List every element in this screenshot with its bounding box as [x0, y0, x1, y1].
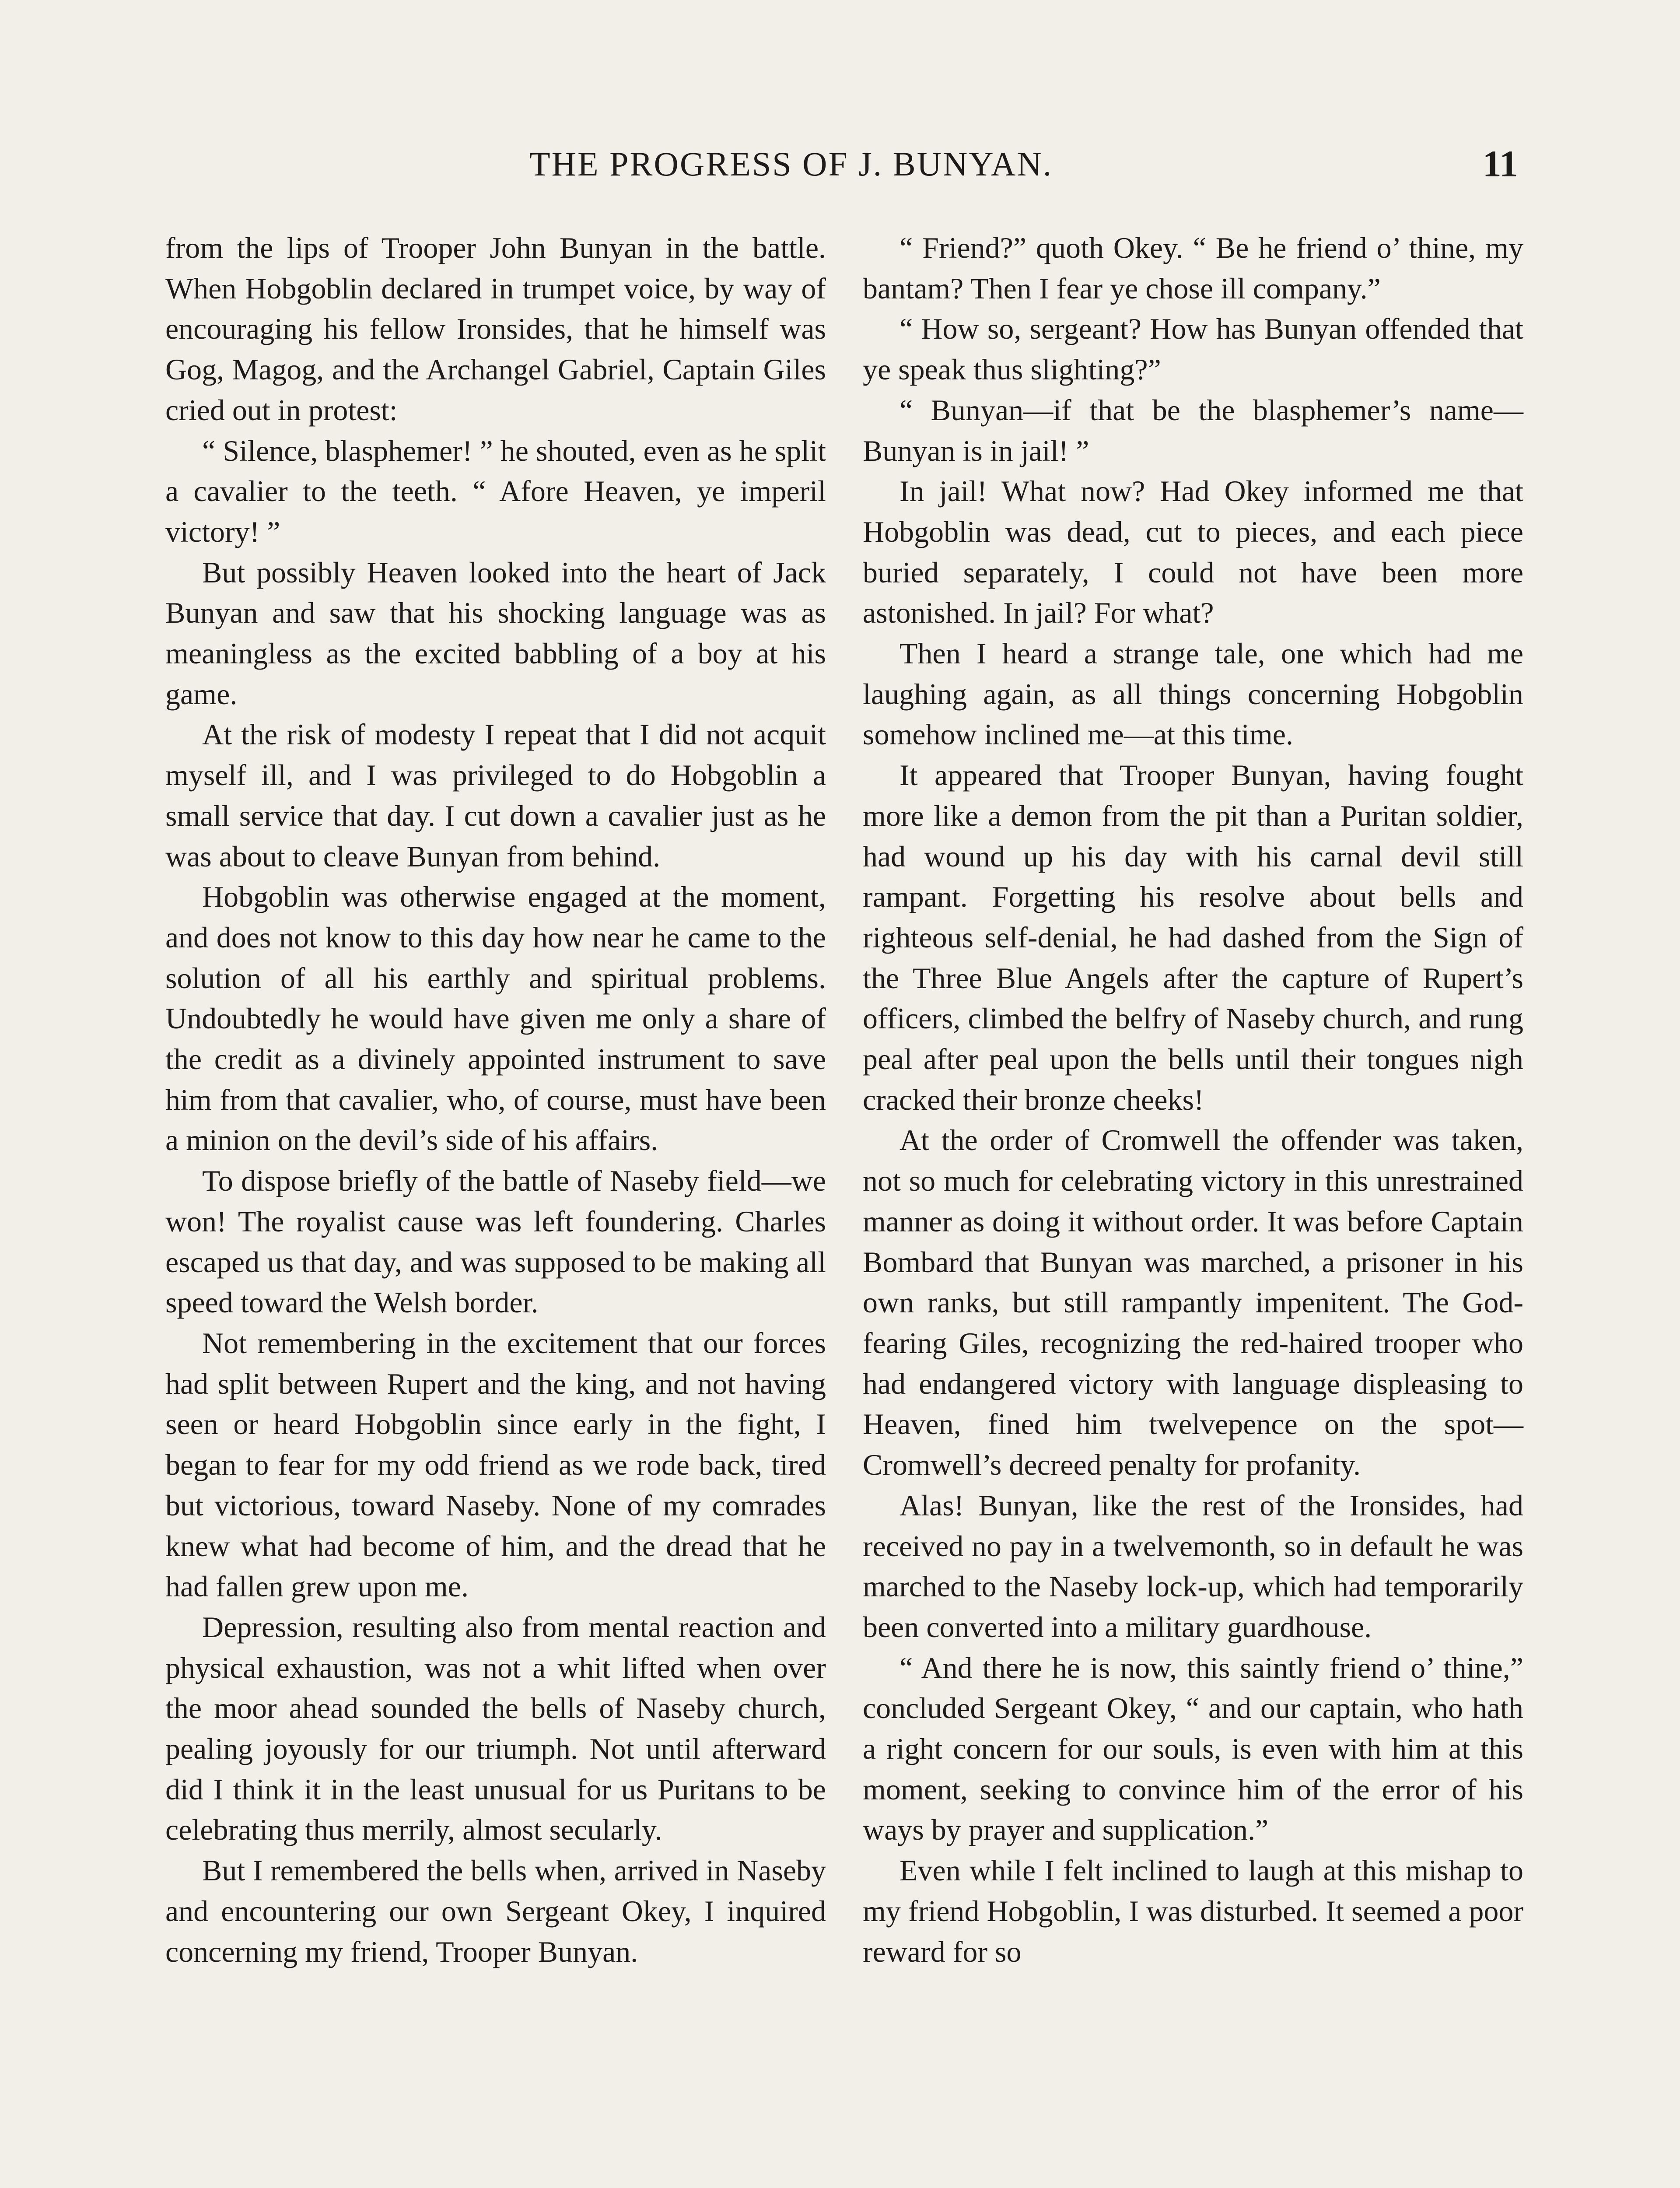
paragraph: “ Bunyan—if that be the blasphemer’s name—Bunyan is in jail! ”	[863, 393, 1523, 467]
paragraph: At the risk of modesty I repeat that I did not acquit myself ill, and I was privileged to do Hobgoblin a small service that day. I cut down a cavalier just as he was about to cleave Bunyan from behind.	[165, 718, 826, 873]
right-column	[863, 228, 1523, 1972]
left-column	[165, 228, 826, 1972]
page-number: 11	[1482, 143, 1518, 185]
paragraph: Even while I felt inclined to laugh at this mishap to my friend Hobgoblin, I was disturbed. It seemed a poor reward for so	[863, 1854, 1523, 1968]
paragraph: Not remembering in the excitement that our forces had split between Rupert and the king, and not having seen or heard Hobgoblin since early in the fight, I began to fear for my odd friend as we rode back, tired but victorious, toward Naseby. None of my comrades knew what had become of him, and the dread that he had fallen grew upon me.	[165, 1326, 826, 1603]
paragraph: But I remembered the bells when, arrived in Naseby and encountering our own Sergeant Okey, I inquired concerning my friend, Trooper Bunyan.	[165, 1854, 826, 1968]
paragraph: In jail! What now? Had Okey informed me that Hobgoblin was dead, cut to pieces, and each piece buried separately, I could not have been more astonished. In jail? For what?	[863, 474, 1523, 630]
paragraph: It appeared that Trooper Bunyan, having fought more like a demon from the pit than a Puritan soldier, had wound up his day with his carnal devil still rampant. Forgetting his resolve about bells and righteous self-denial, he had dashed from the Sign of the Three Blue Angels after the capture of Rupert’s officers, climbed the belfry of Naseby church, and rung peal after peal upon the bells until their tongues nigh cracked their bronze cheeks!	[863, 758, 1523, 1116]
paragraph: “ Silence, blasphemer! ” he shouted, even as he split a cavalier to the teeth. “ Afore Heaven, ye imperil victory! ”	[165, 434, 826, 548]
paragraph: Hobgoblin was otherwise engaged at the moment, and does not know to this day how near he came to the solution of all his earthly and spiritual problems. Undoubtedly he would have given me only a share of the credit as a divinely appointed instrument to save him from that cavalier, who, of course, must have been a minion on the devil’s side of his affairs.	[165, 880, 826, 1157]
paragraph: Depression, resulting also from mental reaction and physical exhaustion, was not a whit lifted when over the moor ahead sounded the bells of Naseby church, pealing joyously for our triumph. Not until afterward did I think it in the least unusual for us Puritans to be celebrating thus merrily, almost secularly.	[165, 1610, 826, 1847]
paragraph: But possibly Heaven looked into the heart of Jack Bunyan and saw that his shocking language was as meaningless as the excited babbling of a boy at his game.	[165, 555, 826, 711]
paragraph: “ How so, sergeant? How has Bunyan offended that ye speak thus slighting?”	[863, 312, 1523, 386]
page-header	[162, 144, 1518, 201]
paragraph: Then I heard a strange tale, one which had me laughing again, as all things concerning Hobgoblin somehow inclined me—at this time.	[863, 637, 1523, 751]
paragraph: from the lips of Trooper John Bunyan in the battle. When Hobgoblin declared in trumpet voice, by way of encouraging his fellow Ironsides, that he himself was Gog, Magog, and the Archangel Gabriel, Captain Giles cried out in protest:	[165, 231, 826, 427]
paragraph: “ And there he is now, this saintly friend o’ thine,” concluded Sergeant Okey, “ and our captain, who hath a right concern for our souls, is even with him at this moment, seeking to convince him of the error of his ways by prayer and supplication.”	[863, 1651, 1523, 1847]
paragraph: To dispose briefly of the battle of Naseby field—we won! The royalist cause was left foundering. Charles escaped us that day, and was supposed to be making all speed toward the Welsh border.	[165, 1164, 826, 1319]
paragraph: At the order of Cromwell the offender was taken, not so much for celebrating victory in this unrestrained manner as doing it without order. It was before Captain Bombard that Bunyan was marched, a prisoner in his own ranks, but still rampantly impenitent. The God-fearing Giles, recognizing the red-haired trooper who had endangered victory with language displeasing to Heaven, fined him twelvepence on the spot—Cromwell’s decreed penalty for profanity.	[863, 1123, 1523, 1482]
paragraph: Alas! Bunyan, like the rest of the Ironsides, had received no pay in a twelvemonth, so in default he was marched to the Naseby lock-up, which had temporarily been converted into a military guardhouse.	[863, 1488, 1523, 1644]
paragraph: “ Friend?” quoth Okey. “ Be he friend o’ thine, my bantam? Then I fear ye chose ill company.”	[863, 231, 1523, 305]
running-title: THE PROGRESS OF J. BUNYAN.	[529, 145, 1053, 183]
